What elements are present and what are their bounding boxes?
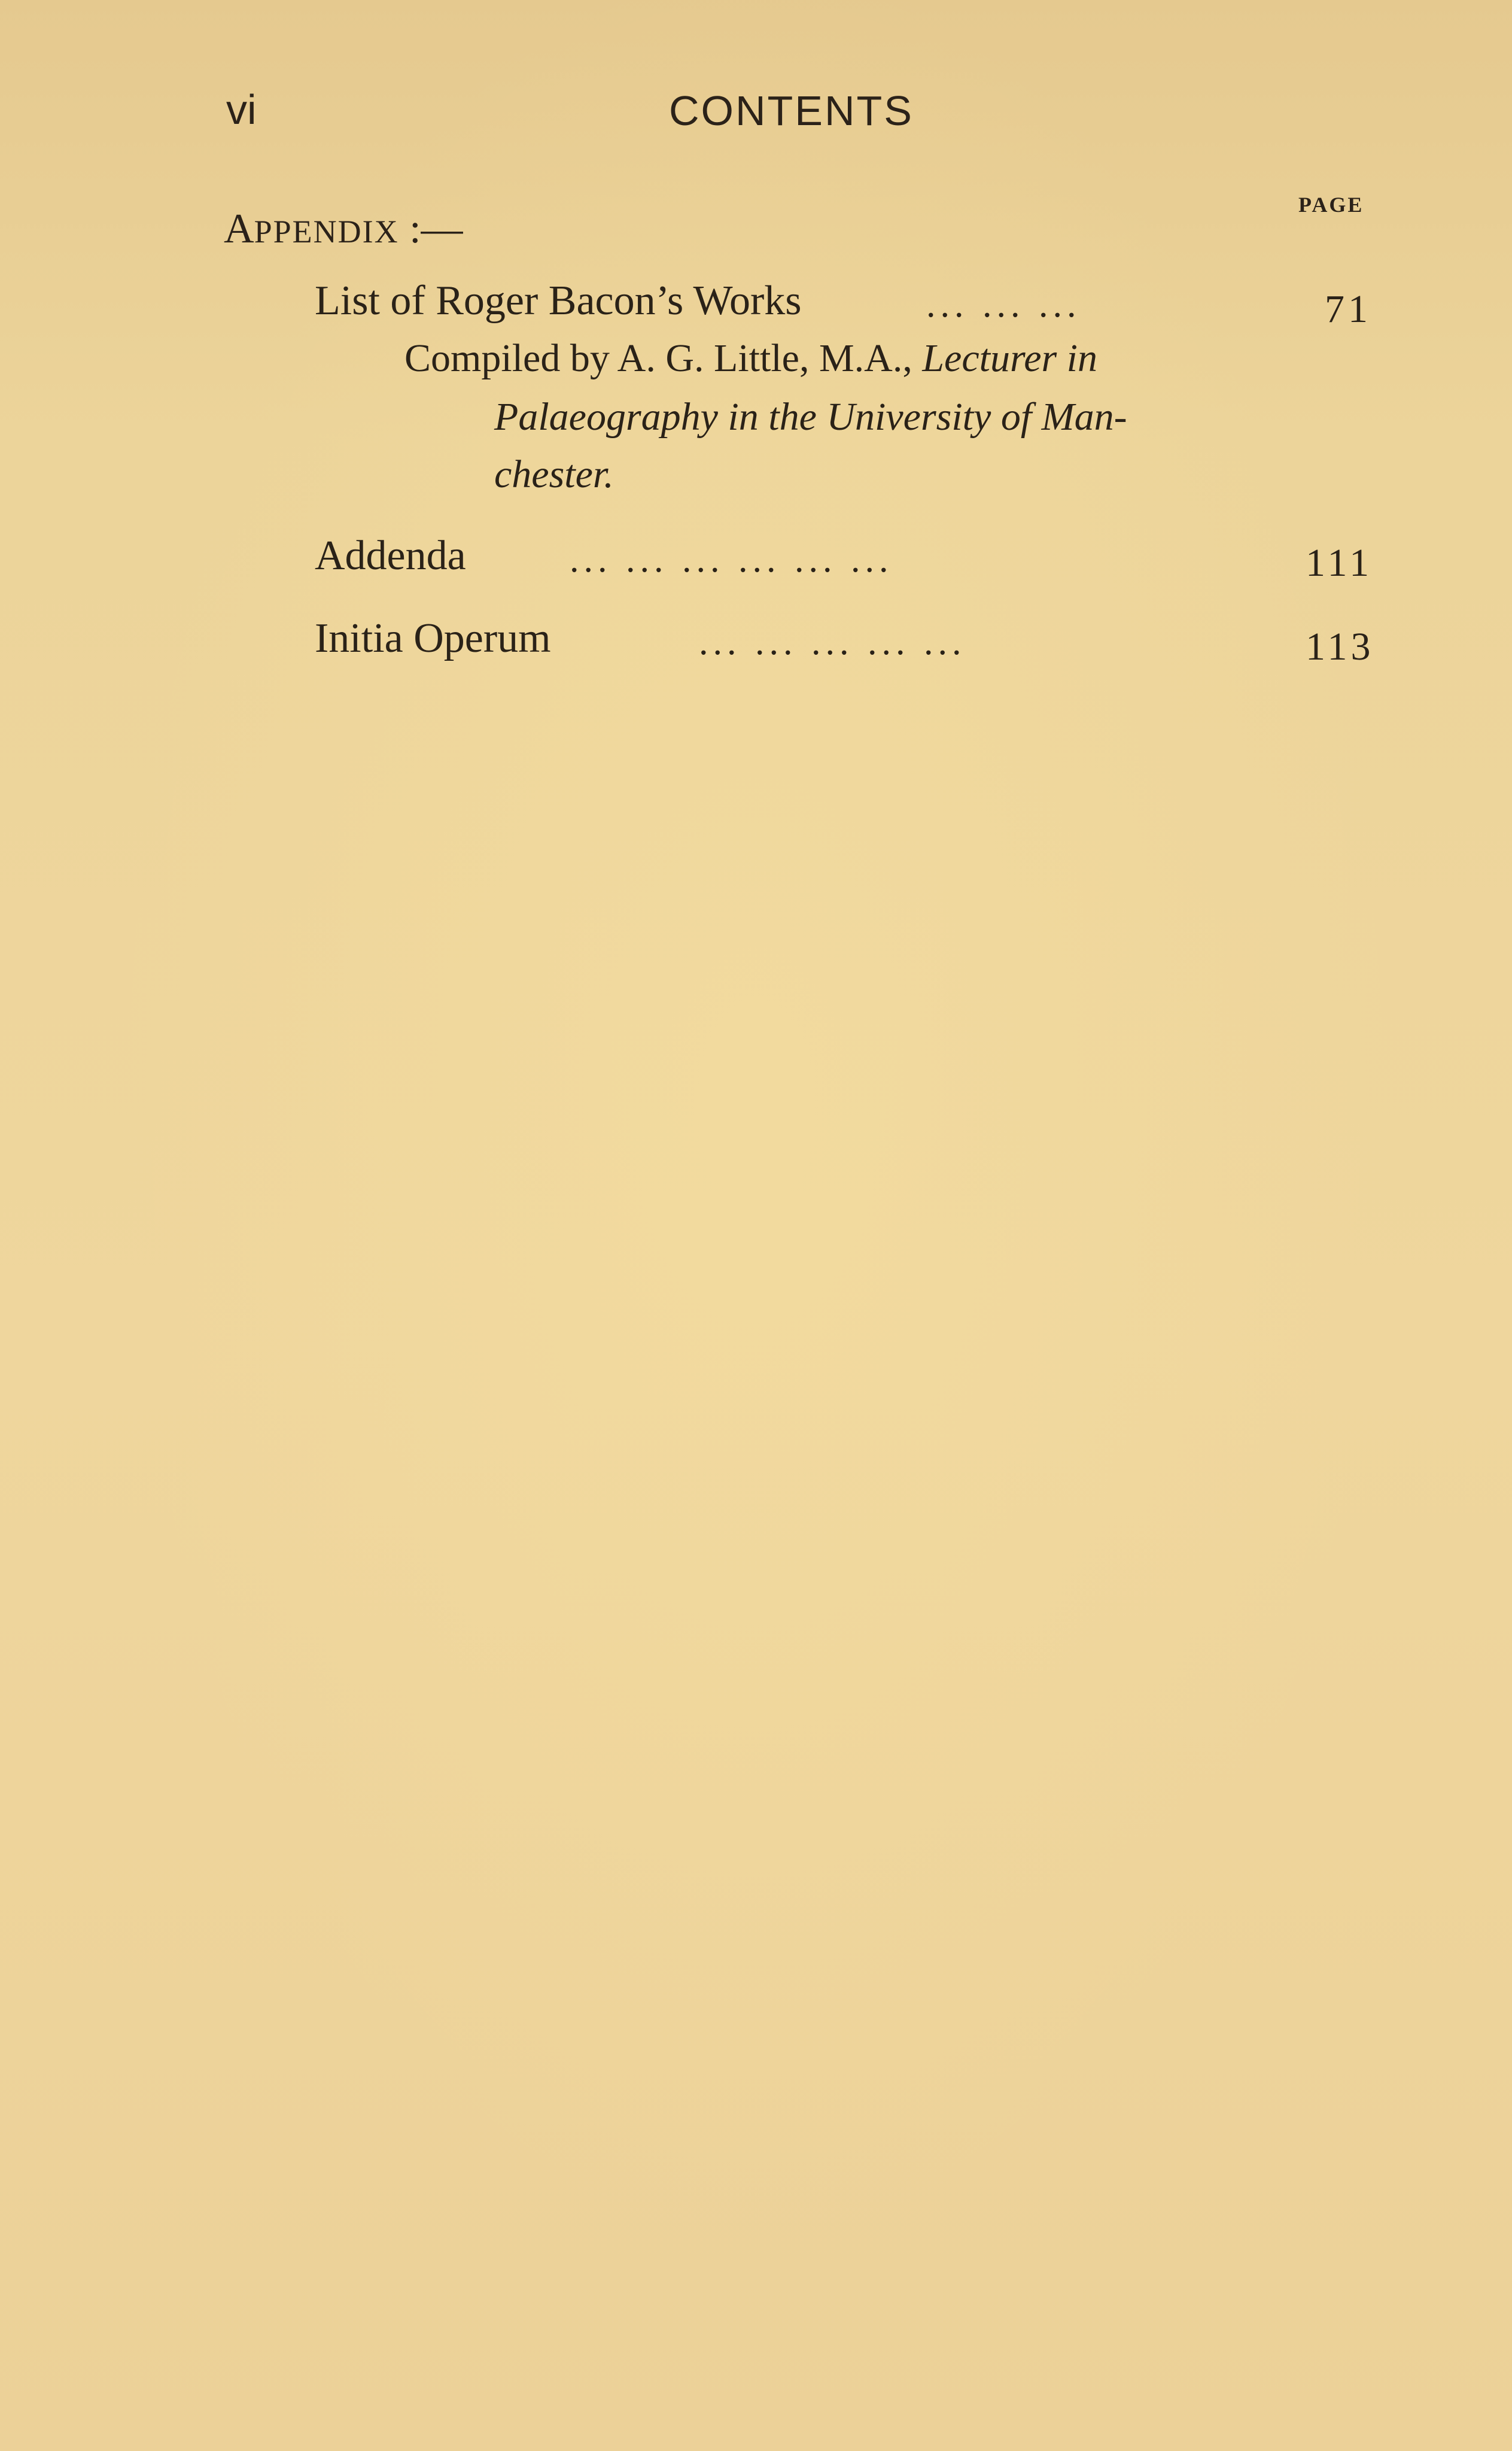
note-credit: Compiled by A. G. Little, M.A., — [404, 336, 923, 380]
toc-entry-page: 113 — [1306, 625, 1374, 669]
page-column-label: PAGE — [1298, 193, 1364, 217]
toc-entry-leader: ... ... ... ... ... — [699, 622, 966, 663]
toc-entry-title: Initia Operum — [315, 615, 551, 661]
toc-entry-leader: ... ... ... — [926, 284, 1081, 325]
section-heading-suffix: :— — [398, 206, 463, 252]
toc-entry-note-line2: Palaeography in the University of Man- — [494, 395, 1127, 439]
running-head-title: CONTENTS — [669, 87, 914, 134]
note-credit-italic: Lecturer in — [922, 336, 1098, 380]
toc-entry-title: Addenda — [315, 533, 466, 579]
toc-entry-page: 111 — [1306, 541, 1373, 585]
section-heading-smallcaps: PPENDIX — [254, 214, 399, 250]
section-heading — [224, 208, 463, 250]
section-heading-initial: A — [224, 206, 254, 252]
page-folio: vi — [226, 86, 257, 133]
toc-entry-note-line1 — [404, 336, 1098, 380]
toc-entry-page: 71 — [1325, 287, 1371, 331]
toc-entry-note-line3: chester. — [494, 452, 614, 496]
toc-entry-title: List of Roger Bacon’s Works — [315, 278, 802, 324]
toc-entry-leader: ... ... ... ... ... ... — [570, 539, 893, 580]
